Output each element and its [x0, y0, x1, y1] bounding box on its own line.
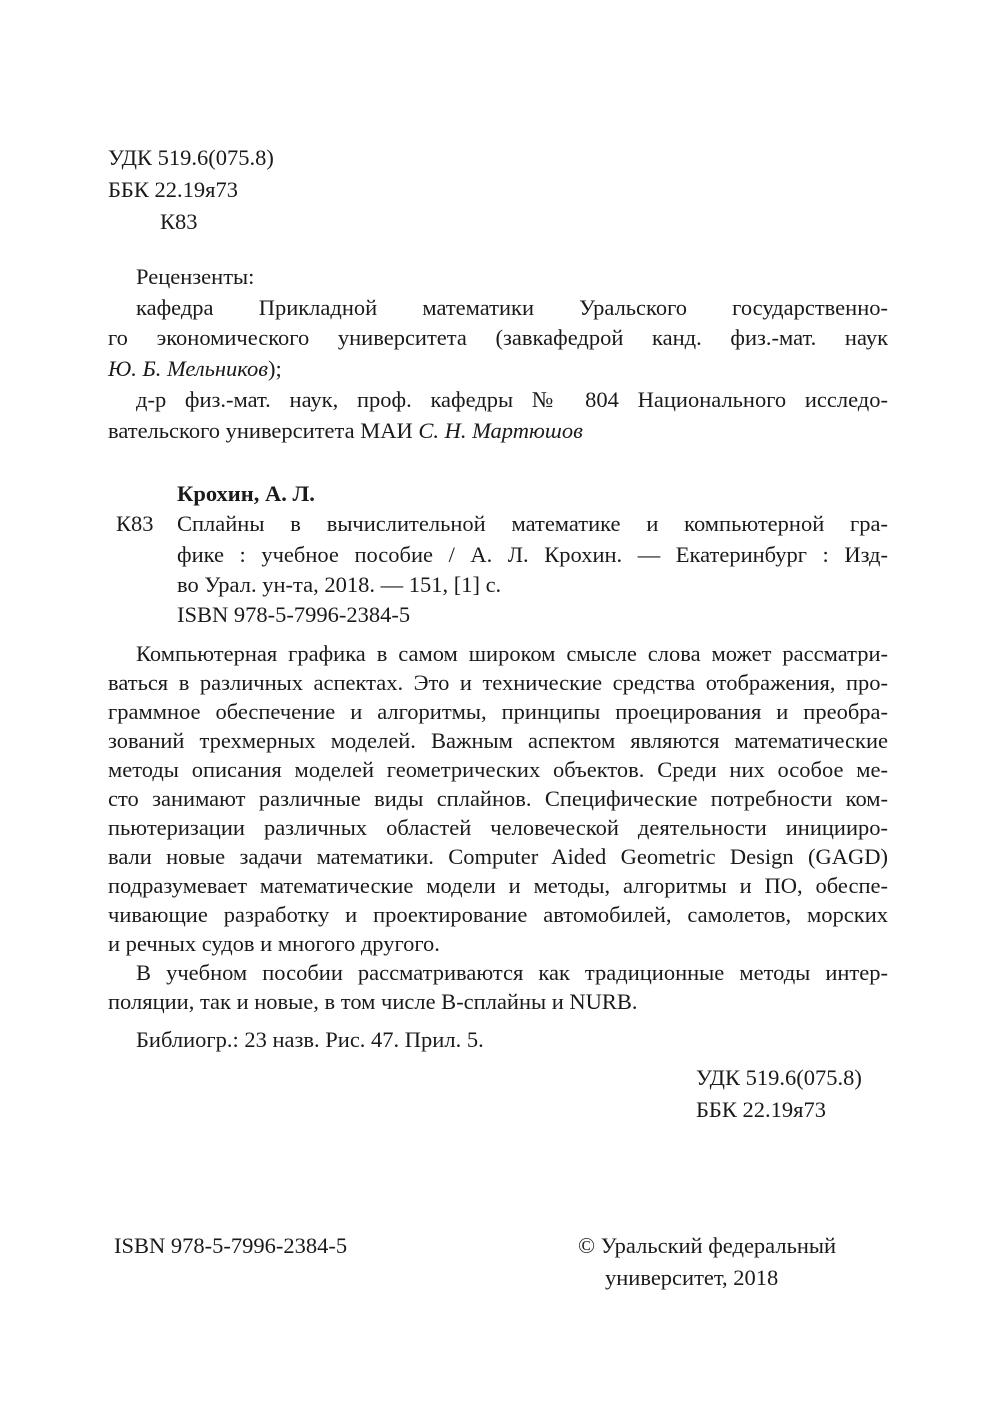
abstract-p1-line: сто занимают различные виды сплайнов. Специфические потребности ком- — [108, 786, 888, 811]
udk-bottom: УДК 519.6(075.8) — [696, 1065, 862, 1090]
reviewers-heading: Рецензенты: — [136, 264, 255, 289]
reviewer-2-name: С. Н. Мартюшов — [418, 418, 583, 443]
catalog-title-line-2: фике : учебное пособие / А. Л. Крохин. — Екатеринбург : Изд- — [177, 542, 888, 567]
abstract-p1-line: ваться в различных аспектах. Это и технические средства отображения, про- — [108, 670, 888, 695]
reviewer-2-line-1: д-р физ.-мат. наук, проф. кафедры № 804 Национального исследо- — [136, 387, 888, 412]
reviewer-1-name: Ю. Б. Мельников — [108, 356, 268, 381]
bibliography-note: Библиогр.: 23 назв. Рис. 47. Прил. 5. — [136, 1027, 484, 1052]
reviewer-1-line-3 — [108, 356, 282, 382]
udk-top: УДК 519.6(075.8) — [108, 145, 274, 170]
abstract-p2-line: поляции, так и новые, в том числе B-сплайны и NURB. — [108, 989, 638, 1014]
abstract-p1-line: Компьютерная графика в самом широком смысле слова может рассматри- — [136, 641, 888, 666]
reviewer-1-line-2: го экономического университета (завкафедрой канд. физ.-мат. наук — [108, 325, 888, 350]
catalog-author: Крохин, А. Л. — [177, 481, 315, 506]
reviewer-2-line-2 — [108, 418, 583, 444]
abstract-p1-line: зований трехмерных моделей. Важным аспектом являются математические — [108, 728, 888, 753]
footer-isbn: ISBN 978-5-7996-2384-5 — [114, 1233, 348, 1258]
abstract-p1-line: чивающие разработку и проектирование автомобилей, самолетов, морских — [108, 902, 888, 927]
abstract-p1-line: вали новые задачи математики. Computer Aided Geometric Design (GAGD) — [108, 844, 888, 869]
abstract-p1-line: методы описания моделей геометрических объектов. Среди них особое ме- — [108, 757, 888, 782]
catalog-isbn: ISBN 978-5-7996-2384-5 — [177, 602, 411, 627]
reviewer-1-line-1: кафедра Прикладной математики Уральского государственно- — [136, 295, 888, 320]
copyright-line-2: университет, 2018 — [605, 1265, 779, 1290]
abstract-p2-line: В учебном пособии рассматриваются как традиционные методы интер- — [136, 960, 888, 985]
reviewer-2-affiliation: вательского университета МАИ — [108, 418, 419, 443]
abstract-p1-line: пьютеризации различных областей человеческой деятельности иницииро- — [108, 815, 888, 840]
bbk-bottom: ББК 22.19я73 — [696, 1097, 826, 1122]
bbk-top: ББК 22.19я73 — [108, 177, 238, 202]
abstract-p1-line: и речных судов и многого другого. — [108, 931, 440, 956]
catalog-title-line-3: во Урал. ун-та, 2018. — 151, [1] с. — [177, 572, 502, 597]
copyright-line-1: © Уральский федеральный — [578, 1233, 837, 1258]
author-mark-top: К83 — [160, 209, 198, 234]
abstract-p1-line: граммное обеспечение и алгоритмы, принципы проецирования и преобра- — [108, 699, 888, 724]
abstract-p1-line: подразумевает математические модели и методы, алгоритмы и ПО, обеспе- — [108, 873, 888, 898]
reviewer-1-tail: ); — [268, 356, 282, 381]
catalog-mark: К83 — [116, 511, 154, 536]
catalog-title-line-1: Сплайны в вычислительной математике и компьютерной гра- — [177, 511, 888, 536]
